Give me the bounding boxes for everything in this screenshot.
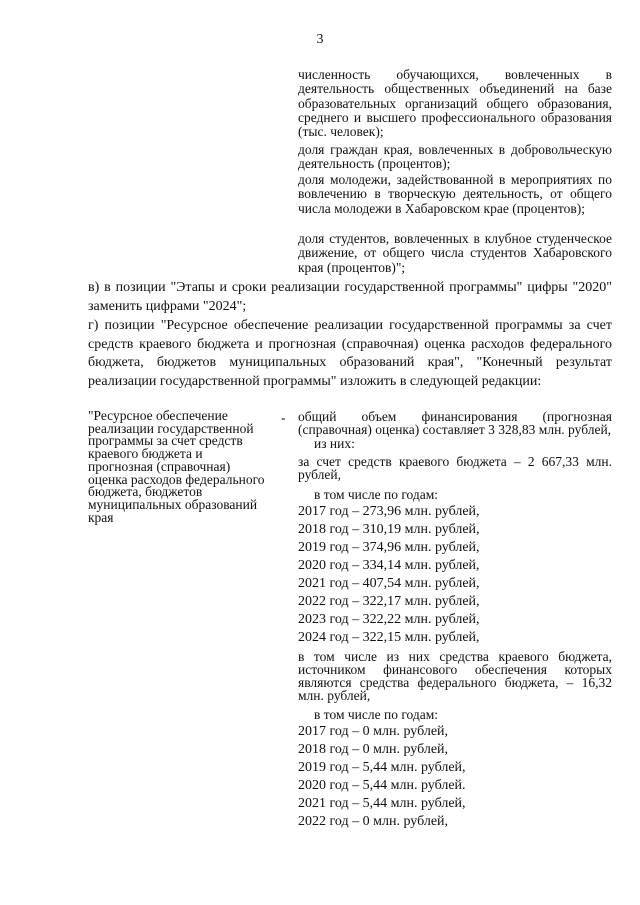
year-line-2019-federal: 2019 год – 5,44 млн. рублей,: [298, 760, 466, 775]
indicator-creative-youth-share: доля молодежи, задействованной в мероприятиях по вовлечению в творческую деятельность, от общего числа молодежи в Хабаровском крае (процентов);: [298, 172, 612, 216]
year-line-2021-regional: 2021 год – 407,54 млн. рублей,: [298, 576, 480, 591]
indicator-students-count: численность обучающихся, вовлеченных в деятельность общественных объединений на базе образовательных организаций общего образования, среднего и высшего профессионального образования (тыс. человек);: [298, 67, 612, 140]
by-years-label-2: в том числе по годам:: [314, 707, 439, 722]
of-them-label: из них:: [314, 436, 355, 451]
year-line-2021-federal: 2021 год – 5,44 млн. рублей,: [298, 796, 466, 811]
year-line-2024-regional: 2024 год – 322,15 млн. рублей,: [298, 630, 480, 645]
paragraph-v: в) в позиции "Этапы и сроки реализации государственной программы" цифры "2020" заменить цифрами "2024";: [88, 280, 612, 314]
indicator-club-students-share: доля студентов, вовлеченных в клубное студенческое движение, от общего числа студентов Хабаровского края (процентов)";: [298, 231, 612, 275]
paragraph-g: г) позиции "Ресурсное обеспечение реализации государственной программы за счет средств краевого бюджета и прогнозная (справочная) оценка расходов федерального бюджета, бюджетов муниципальных образований края", "Конечный результат реализации государственной программы" изложить в следующей редакции:: [88, 318, 612, 389]
page-number: 3: [316, 32, 324, 47]
indicator-volunteers-share: доля граждан края, вовлеченных в добровольческую деятельность (процентов);: [298, 142, 612, 172]
year-line-2022-regional: 2022 год – 322,17 млн. рублей,: [298, 594, 480, 609]
year-line-2023-regional: 2023 год – 322,22 млн. рублей,: [298, 612, 480, 627]
year-line-2019-regional: 2019 год – 374,96 млн. рублей,: [298, 540, 480, 555]
year-line-2018-regional: 2018 год – 310,19 млн. рублей,: [298, 522, 480, 537]
year-line-2022-federal: 2022 год – 0 млн. рублей,: [298, 814, 449, 829]
by-years-label-1: в том числе по годам:: [314, 487, 439, 502]
year-line-2017-federal: 2017 год – 0 млн. рублей,: [298, 724, 449, 739]
table-dash: -: [281, 410, 286, 425]
total-funding-text: общий объем финансирования (прогнозная (справочная) оценка) составляет 3 328,83 млн. рублей,: [298, 409, 612, 437]
resource-provision-label: "Ресурсное обеспечение реализации государственной программы за счет средств краевого бюджета и прогнозная (справочная) оценка расходов федерального бюджета, бюджетов муниципальных образований края: [88, 408, 265, 525]
year-line-2017-regional: 2017 год – 273,96 млн. рублей,: [298, 504, 480, 519]
federal-funds-text: в том числе из них средства краевого бюджета, источником финансового обеспечения которых являются средства федерального бюджета, – 16,32 млн. рублей,: [298, 649, 612, 703]
year-line-2020-regional: 2020 год – 334,14 млн. рублей,: [298, 558, 480, 573]
regional-budget-text: за счет средств краевого бюджета – 2 667,33 млн. рублей,: [298, 454, 612, 482]
year-line-2020-federal: 2020 год – 5,44 млн. рублей.: [298, 778, 466, 793]
year-line-2018-federal: 2018 год – 0 млн. рублей,: [298, 742, 449, 757]
